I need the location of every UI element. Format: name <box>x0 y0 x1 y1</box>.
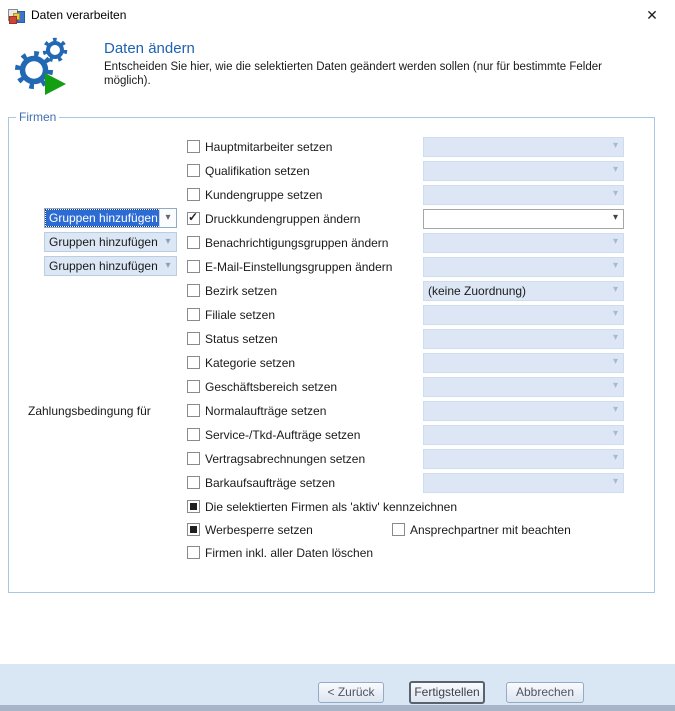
checkbox-label: Hauptmitarbeiter setzen <box>205 140 333 154</box>
chevron-down-icon: ▾ <box>612 236 618 247</box>
chevron-down-icon: ▾ <box>165 260 171 271</box>
checkbox-benachrichtigungsgruppen-aendern[interactable] <box>187 236 200 249</box>
checkbox-firmen-aktiv-kennzeichnen[interactable] <box>187 500 200 513</box>
dropdown-normalauftraege <box>423 401 624 421</box>
checkbox-normalauftraege-setzen[interactable] <box>187 404 200 417</box>
dropdown-barkaufsauftraege <box>423 473 624 493</box>
option-row-druckkundengruppen <box>9 209 652 231</box>
checkbox-label: Firmen inkl. aller Daten löschen <box>205 546 374 560</box>
option-row-email-einstellungsgruppen <box>9 257 652 279</box>
dropdown-service-tkd-auftraege <box>423 425 624 445</box>
checkbox-label: Bezirk setzen <box>205 284 278 298</box>
check-icon: ✓ <box>188 210 199 224</box>
checkbox-hauptmitarbeiter-setzen[interactable] <box>187 140 200 153</box>
gruppen-hinzufuegen-combo-3[interactable]: Gruppen hinzufügen ▾ <box>44 256 177 276</box>
option-row-hauptmitarbeiter <box>9 137 652 159</box>
dropdown-status <box>423 329 624 349</box>
checkbox-label: Status setzen <box>205 332 278 346</box>
checkbox-bezirk-setzen[interactable] <box>187 284 200 297</box>
back-button[interactable]: < Zurück <box>318 682 384 703</box>
chevron-down-icon: ▾ <box>612 428 618 439</box>
window-bottom-edge <box>0 705 675 711</box>
option-row-geschaeftsbereich <box>9 377 652 399</box>
chevron-down-icon: ▾ <box>159 209 176 227</box>
chevron-down-icon: ▾ <box>612 380 618 391</box>
groupbox-title: Firmen <box>16 110 59 124</box>
checkbox-label: Ansprechpartner mit beachten <box>410 523 571 537</box>
chevron-down-icon: ▾ <box>612 188 618 199</box>
checkbox-label: Geschäftsbereich setzen <box>205 380 338 394</box>
checkbox-ansprechpartner-mit-beachten[interactable] <box>392 523 405 536</box>
checkbox-label: Qualifikation setzen <box>205 164 310 178</box>
checkbox-label: Die selektierten Firmen als 'aktiv' kennzeichnen <box>205 500 458 514</box>
dropdown-hauptmitarbeiter <box>423 137 624 157</box>
dropdown-email-einstellungsgruppen <box>423 257 624 277</box>
chevron-down-icon: ▾ <box>612 284 618 295</box>
dropdown-filiale <box>423 305 624 325</box>
page-title: Daten ändern <box>104 40 195 57</box>
gruppen-hinzufuegen-combo-2[interactable]: Gruppen hinzufügen ▾ <box>44 232 177 252</box>
gruppen-hinzufuegen-combo-1[interactable]: Gruppen hinzufügen ▾ <box>44 208 177 228</box>
dropdown-qualifikation <box>423 161 624 181</box>
checkbox-label: Barkaufsaufträge setzen <box>205 476 336 490</box>
dropdown-kategorie <box>423 353 624 373</box>
checkbox-label: Vertragsabrechnungen setzen <box>205 452 366 466</box>
option-row-kategorie <box>9 353 652 375</box>
checkbox-kundengruppe-setzen[interactable] <box>187 188 200 201</box>
option-row-werbesperre <box>9 520 652 542</box>
dropdown-kundengruppe <box>423 185 624 205</box>
chevron-down-icon: ▾ <box>612 308 618 319</box>
chevron-down-icon: ▾ <box>612 212 618 223</box>
checkbox-filiale-setzen[interactable] <box>187 308 200 321</box>
chevron-down-icon: ▾ <box>612 140 618 151</box>
page-description-line2: möglich). <box>104 75 151 87</box>
checkbox-label: Druckkundengruppen ändern <box>205 212 361 226</box>
checkbox-label: Werbesperre setzen <box>205 523 313 537</box>
chevron-down-icon: ▾ <box>612 404 618 415</box>
checkbox-firmen-daten-loeschen[interactable] <box>187 546 200 559</box>
chevron-down-icon: ▾ <box>612 452 618 463</box>
checkbox-label: Service-/Tkd-Aufträge setzen <box>205 428 361 442</box>
firmen-groupbox <box>8 110 655 593</box>
option-row-normalauftraege <box>9 401 652 423</box>
chevron-down-icon: ▾ <box>612 164 618 175</box>
option-row-benachrichtigungsgruppen <box>9 233 652 255</box>
close-icon[interactable]: ✕ <box>646 7 658 23</box>
zahlungsbedingung-label: Zahlungsbedingung für <box>28 404 151 418</box>
app-icon <box>8 7 24 23</box>
dropdown-benachrichtigungsgruppen <box>423 233 624 253</box>
checkbox-status-setzen[interactable] <box>187 332 200 345</box>
checkbox-druckkundengruppen-aendern[interactable] <box>187 212 200 225</box>
checkbox-label: Filiale setzen <box>205 308 276 322</box>
checkbox-label: Kundengruppe setzen <box>205 188 323 202</box>
dropdown-druckkundengruppen[interactable] <box>423 209 624 229</box>
checkbox-vertragsabrechnungen-setzen[interactable] <box>187 452 200 465</box>
option-row-status <box>9 329 652 351</box>
wizard-header <box>0 30 675 110</box>
cancel-button[interactable]: Abbrechen <box>506 682 584 703</box>
dropdown-geschaeftsbereich <box>423 377 624 397</box>
checkbox-email-einstellungsgruppen-aendern[interactable] <box>187 260 200 273</box>
option-row-kundengruppe <box>9 185 652 207</box>
chevron-down-icon: ▾ <box>165 236 171 247</box>
checkbox-kategorie-setzen[interactable] <box>187 356 200 369</box>
checkbox-label: Benachrichtigungsgruppen ändern <box>205 236 389 250</box>
option-row-qualifikation <box>9 161 652 183</box>
checkbox-qualifikation-setzen[interactable] <box>187 164 200 177</box>
checkbox-geschaeftsbereich-setzen[interactable] <box>187 380 200 393</box>
option-row-filiale <box>9 305 652 327</box>
option-row-barkaufsauftraege <box>9 473 652 495</box>
checkbox-label: Kategorie setzen <box>205 356 296 370</box>
finish-button[interactable]: Fertigstellen <box>409 681 485 704</box>
gears-play-icon <box>8 36 88 98</box>
chevron-down-icon: ▾ <box>612 476 618 487</box>
window-title: Daten verarbeiten <box>31 8 127 22</box>
dropdown-bezirk: (keine Zuordnung) ▾ <box>423 281 624 301</box>
checkbox-barkaufsauftraege-setzen[interactable] <box>187 476 200 489</box>
chevron-down-icon: ▾ <box>612 332 618 343</box>
app-icon-red-block <box>9 16 17 24</box>
checkbox-service-tkd-auftraege-setzen[interactable] <box>187 428 200 441</box>
option-row-firmen-loeschen <box>9 543 652 565</box>
checkbox-label: E-Mail-Einstellungsgruppen ändern <box>205 260 393 274</box>
option-row-bezirk <box>9 281 652 303</box>
title-bar <box>0 0 675 30</box>
footer-bar <box>0 664 675 705</box>
option-row-service-tkd-auftraege <box>9 425 652 447</box>
dropdown-vertragsabrechnungen <box>423 449 624 469</box>
option-row-aktiv-kennzeichnen <box>9 497 652 519</box>
chevron-down-icon: ▾ <box>612 356 618 367</box>
option-row-vertragsabrechnungen <box>9 449 652 471</box>
checkbox-werbesperre-setzen[interactable] <box>187 523 200 536</box>
page-description-line1: Entscheiden Sie hier, wie die selektierten Daten geändert werden sollen (nur für bestimmte Felder <box>104 61 602 73</box>
chevron-down-icon: ▾ <box>612 260 618 271</box>
checkbox-label: Normalaufträge setzen <box>205 404 327 418</box>
